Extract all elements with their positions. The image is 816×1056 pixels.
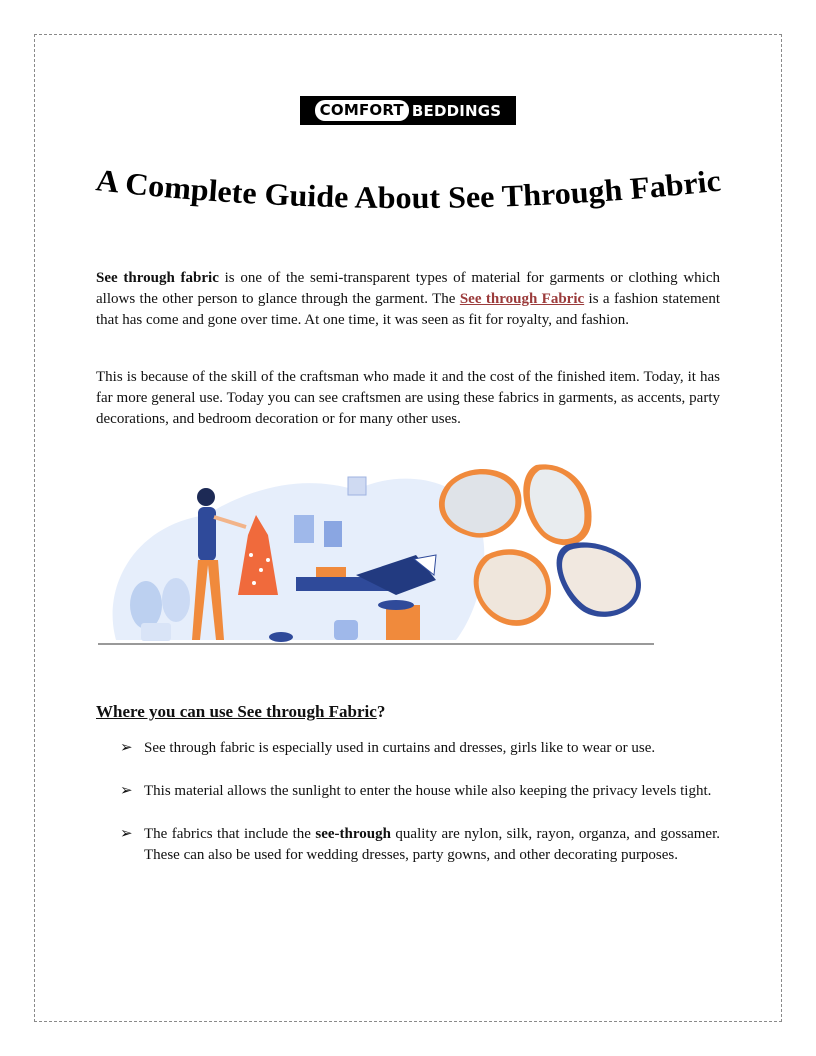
list-item-text: See through fabric is especially used in curtains and dresses, girls like to wear or use. bbox=[144, 740, 656, 756]
brand-logo bbox=[300, 96, 516, 125]
section-heading bbox=[96, 702, 385, 722]
list-item-text: quality are nylon, silk, rayon, organza, and gossamer. These can also be used for wedding dresses, party gowns, and other decorating purposes. bbox=[144, 826, 720, 863]
page-title bbox=[90, 162, 730, 228]
section-heading-text: Where you can use See through Fabric bbox=[96, 702, 377, 721]
arrow-bullet-icon: ➢ bbox=[120, 783, 133, 799]
intro-paragraph-1 bbox=[96, 268, 720, 331]
list-item bbox=[120, 781, 720, 802]
svg-text:A Complete Guide About See Thr bbox=[94, 162, 722, 215]
see-through-fabric-link[interactable]: See through Fabric bbox=[459, 291, 585, 307]
list-item bbox=[120, 824, 720, 866]
section-heading-suffix: ? bbox=[376, 702, 386, 721]
page-title-text: A Complete Guide About See Through Fabric bbox=[94, 162, 722, 216]
uses-list bbox=[120, 738, 720, 888]
arrow-bullet-icon: ➢ bbox=[120, 740, 133, 756]
list-item-text: This material allows the sunlight to enter the house while also keeping the privacy levels tight. bbox=[144, 783, 712, 799]
intro-text-2: is a fashion statement that has come and gone over time. At one time, it was seen as fit for royalty, and fashion. bbox=[96, 291, 720, 328]
list-item-text: The fabrics that include the bbox=[144, 826, 316, 842]
list-item-bold: see-through bbox=[315, 826, 391, 842]
logo-part-1: COMFORT bbox=[315, 100, 409, 121]
logo-part-2: BEDDINGS bbox=[411, 101, 502, 120]
intro-paragraph-2: This is because of the skill of the craftsman who made it and the cost of the finished item. Today, it has far more general use. Today you can see craftsmen are using these fabrics in garments, as accents, party decorations, and bedroom decoration or for many other uses. bbox=[96, 369, 720, 427]
fabric-illustration bbox=[96, 455, 656, 650]
intro-bold-term: See through fabric bbox=[96, 270, 219, 286]
intro-text-1: is one of the semi-transparent types of material for garments or clothing which allows the other person to glance through the garment. The bbox=[96, 270, 721, 307]
arrow-bullet-icon: ➢ bbox=[120, 826, 133, 842]
list-item bbox=[120, 738, 720, 759]
